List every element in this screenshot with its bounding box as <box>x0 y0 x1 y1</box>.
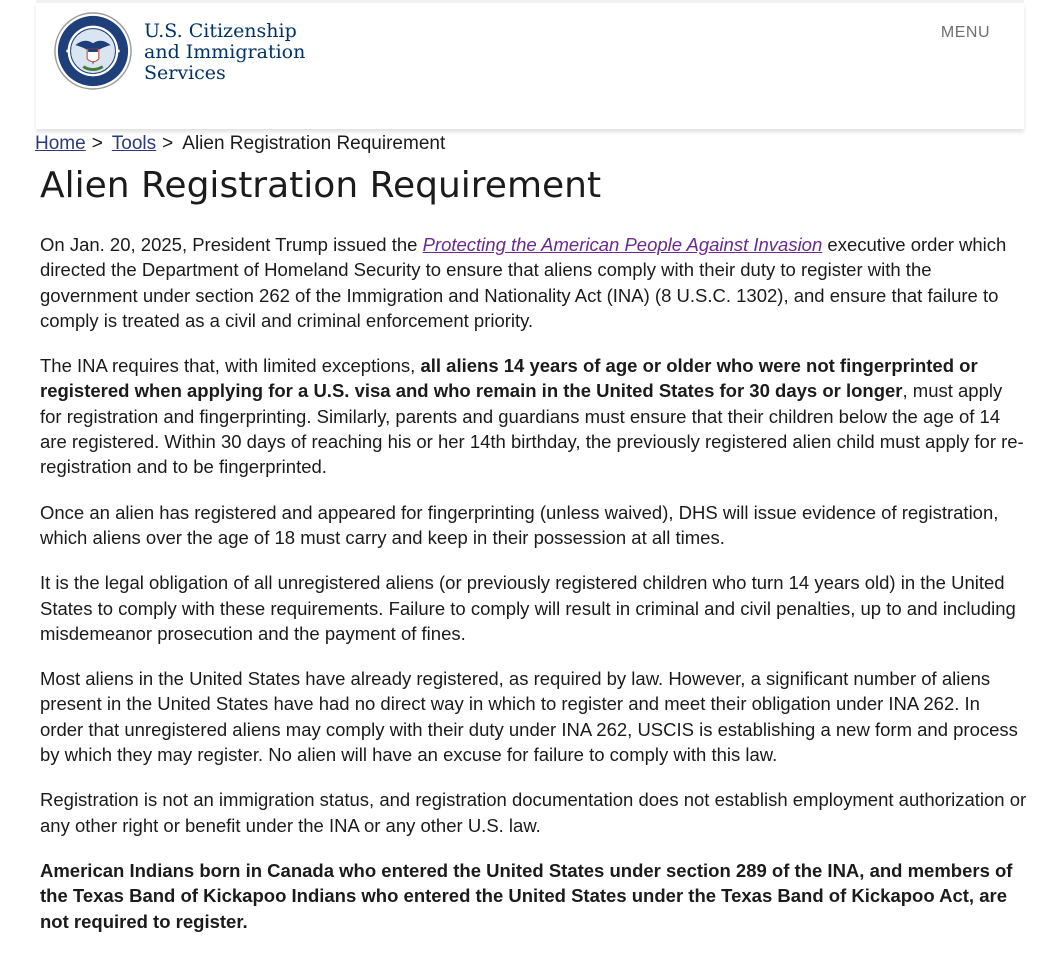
agency-name-line1: U.S. Citizenship <box>144 20 297 42</box>
main-content <box>40 232 1028 954</box>
breadcrumb <box>35 131 445 157</box>
paragraph-executive-order <box>40 232 1028 333</box>
page-title: Alien Registration Requirement <box>40 165 602 206</box>
paragraph-bold-text: all aliens 14 years of age or older who were not fingerprinted or registered when applying for a U.S. visa and who remain in the United States for 30 days or longer <box>40 355 978 402</box>
breadcrumb-separator: > <box>162 133 174 154</box>
paragraph-exemptions <box>40 858 1028 934</box>
paragraph-legal-obligation: It is the legal obligation of all unregistered aliens (or previously registered children who turn 14 years old) in the United States to comply with these requirements. Failure to comply will result in criminal and civil penalties, up to and including misdemeanor prosecution and the payment of fines. <box>40 572 1016 644</box>
breadcrumb-tools-link[interactable]: Tools <box>111 133 157 154</box>
site-header <box>36 3 1024 129</box>
executive-order-link[interactable]: Protecting the American People Against Invasion <box>422 234 823 255</box>
paragraph-new-form-process: Most aliens in the United States have already registered, as required by law. However, a significant number of aliens present in the United States have had no direct way in which to register and meet their obligation under INA 262. In order that unregistered aliens may comply with their duty under INA 262, USCIS is establishing a new form and process by which they may register. No alien will have an excuse for failure to comply with this law. <box>40 668 1018 766</box>
agency-name-line3: Services <box>144 62 226 84</box>
menu-button[interactable]: MENU <box>940 24 990 41</box>
breadcrumb-home-link[interactable]: Home <box>35 133 86 154</box>
breadcrumb-separator: > <box>91 133 103 154</box>
paragraph-bold-text: American Indians born in Canada who entered the United States under section 289 of the INA, and members of the Texas Band of Kickapoo Indians who entered the United States under the Texas Band of Kickapoo Act, are not required to register. <box>40 859 1013 932</box>
paragraph-text: The INA requires that, with limited exceptions, <box>40 355 421 377</box>
breadcrumb-current: Alien Registration Requirement <box>182 133 446 154</box>
paragraph-evidence-of-registration: Once an alien has registered and appeared for fingerprinting (unless waived), DHS will issue evidence of registration, which aliens over the age of 18 must carry and keep in their possession at all times. <box>40 501 999 548</box>
agency-name-link[interactable] <box>144 21 344 84</box>
paragraph-ina-requirements <box>40 353 1028 479</box>
paragraph-text: executive order which directed the Department of Homeland Security to ensure that aliens comply with their duty to register with the government under section 262 of the Immigration and Nationality Act (INA) (8 U.S.C. 1302), and ensure that failure to comply is treated as a civil and criminal enforcement priority. <box>40 234 1007 331</box>
paragraph-not-immigration-status: Registration is not an immigration status, and registration documentation does not establish employment authorization or any other right or benefit under the INA or any other U.S. law. <box>40 789 1027 836</box>
paragraph-text: , must apply for registration and fingerprinting. Similarly, parents and guardians must ensure that their children below the age of 14 are registered. Within 30 days of reaching his or her 14th birthday, the previously registered alien child must apply for re-registration and to be fingerprinted. <box>40 380 1024 478</box>
agency-name-line2: and Immigration <box>144 41 306 63</box>
dhs-seal-icon[interactable] <box>54 12 132 90</box>
paragraph-text: On Jan. 20, 2025, President Trump issued the <box>40 234 423 255</box>
